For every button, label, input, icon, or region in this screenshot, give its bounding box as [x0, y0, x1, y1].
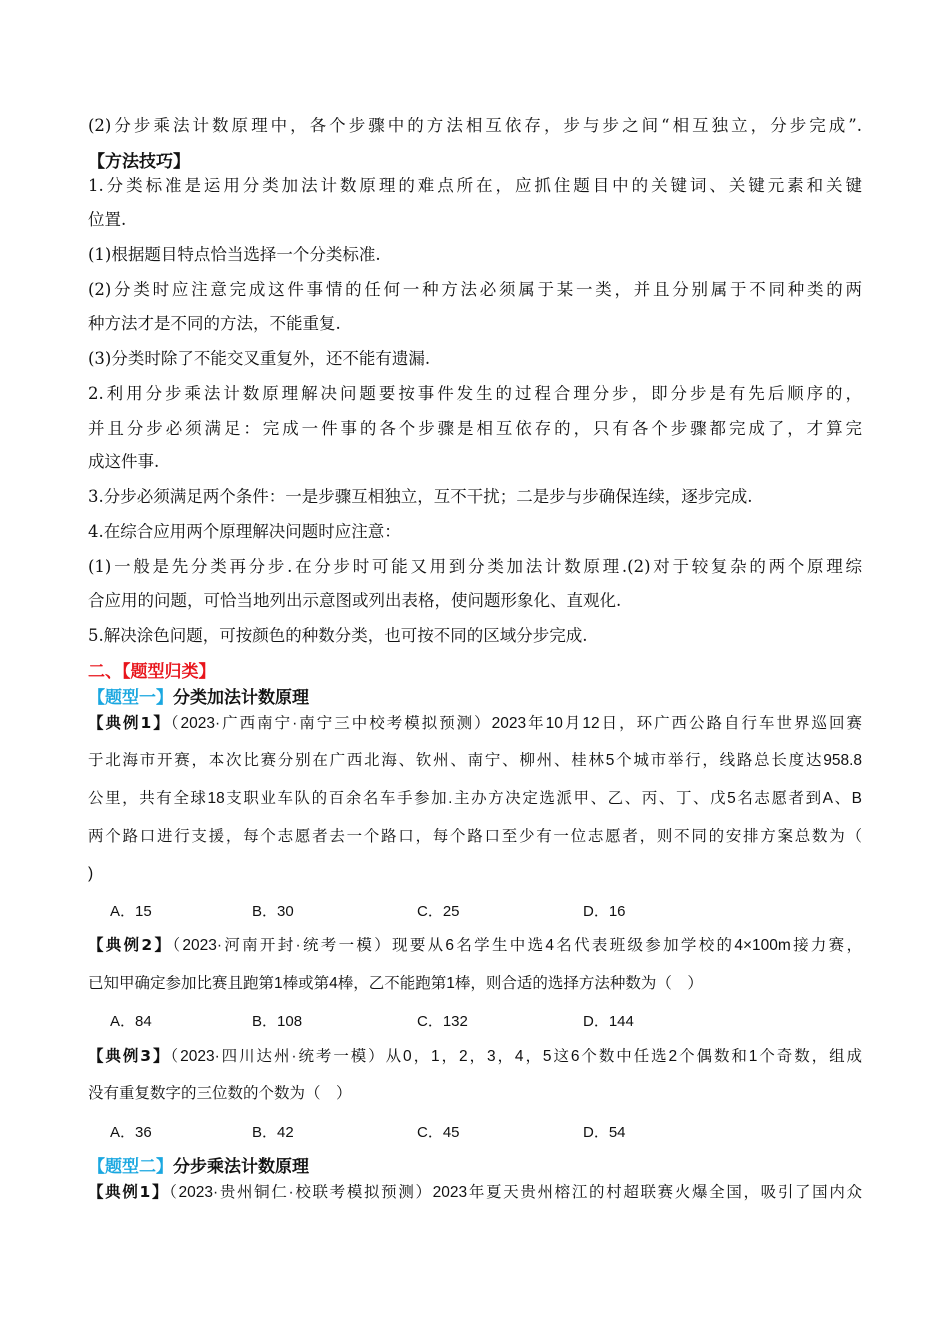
- option-a: A．36: [110, 1124, 152, 1141]
- text-line: 3.分步必须满足两个条件：一是步骤互相独立，互不干扰；二是步与步确保连续，逐步完成.: [88, 487, 753, 506]
- section-heading: 【方法技巧】: [88, 152, 190, 172]
- text-line: (1)一般是先分类再分步.在分步时可能又用到分类加法计数原理.(2)对于较复杂的两个原理综: [88, 557, 862, 576]
- option-b: B．30: [252, 903, 294, 920]
- option-a: A．15: [110, 903, 152, 920]
- type-tag: 【题型二】: [88, 1157, 173, 1177]
- option-c: C．25: [417, 903, 460, 920]
- text-line: 并且分步必须满足：完成一件事的各个步骤是相互依存的，只有各个步骤都完成了，才算完: [88, 419, 862, 438]
- option-d: D．54: [583, 1124, 626, 1141]
- example-text: （2023·贵州铜仁·校联考模拟预测）2023年夏天贵州榕江的村超联赛火爆全国，吸引了国内众: [169, 1184, 862, 1201]
- example-text: （2023·四川达州·统考一模）从0，1，2，3，4，5这6个数中任选2个偶数和1个奇数，组成: [170, 1048, 862, 1065]
- example-label: 【典例2】: [88, 936, 173, 954]
- text-line: 2.利用分步乘法计数原理解决问题要按事件发生的过程合理分步，即分步是有先后顺序的，: [88, 384, 862, 403]
- text-line: 于北海市开赛，本次比赛分别在广西北海、钦州、南宁、柳州、桂林5个城市举行，线路总长度达958.8: [88, 752, 862, 769]
- text-line: 没有重复数字的三位数的个数为（ ）: [88, 1085, 352, 1102]
- example-label: 【典例1】: [88, 714, 171, 732]
- text-line: ): [88, 865, 94, 882]
- option-d: D．144: [583, 1013, 634, 1030]
- example-text: （2023·广西南宁·南宁三中校考模拟预测）2023年10月12日，环广西公路自行车世界巡回赛: [170, 715, 862, 732]
- text-line: 5.解决涂色问题，可按颜色的种数分类，也可按不同的区域分步完成.: [88, 626, 588, 645]
- type-title: 分步乘法计数原理: [173, 1157, 309, 1177]
- type1-heading: [88, 687, 862, 709]
- option-d: D．16: [583, 903, 626, 920]
- example-label: 【典例1】: [88, 1183, 170, 1201]
- option-c: C．45: [417, 1124, 460, 1141]
- option-b: B．42: [252, 1124, 294, 1141]
- text-line: (1)根据题目特点恰当选择一个分类标准.: [88, 245, 381, 264]
- type-title: 分类加法计数原理: [173, 688, 309, 708]
- option-a: A．84: [110, 1013, 152, 1030]
- text-line: 两个路口进行支援，每个志愿者去一个路口，每个路口至少有一位志愿者，则不同的安排方案总数为（: [88, 828, 862, 845]
- text-line: 4.在综合应用两个原理解决问题时应注意：: [88, 522, 401, 541]
- example-text: （2023·河南开封·统考一模）现要从6名学生中选4名代表班级参加学校的4×100m接力赛，: [172, 937, 862, 954]
- example-1-line: [88, 712, 862, 735]
- type2-heading: [88, 1156, 862, 1178]
- section-title: 二、【题型归类】: [88, 662, 216, 682]
- text-line: (2)分类时应注意完成这件事情的任何一种方法必须属于某一类，并且分别属于不同种类的两: [88, 280, 862, 299]
- text-line: (3)分类时除了不能交叉重复外，还不能有遗漏.: [88, 349, 431, 368]
- text-line: 成这件事.: [88, 452, 160, 471]
- option-c: C．132: [417, 1013, 468, 1030]
- text-line: 1.分类标准是运用分类加法计数原理的难点所在，应抓住题目中的关键词、关键元素和关键: [88, 176, 862, 195]
- text-line: 位置.: [88, 210, 127, 229]
- text-line: 种方法才是不同的方法，不能重复.: [88, 314, 341, 333]
- example-3-line: [88, 1045, 862, 1068]
- example-2-line: [88, 934, 862, 957]
- example-1-line: [88, 1181, 862, 1204]
- example-label: 【典例3】: [88, 1047, 171, 1065]
- text-line: 公里，共有全球18支职业车队的百余名车手参加.主办方决定选派甲、乙、丙、丁、戊5名志愿者到A、B: [88, 790, 862, 807]
- text-line: (2)分步乘法计数原理中，各个步骤中的方法相互依存，步与步之间“相互独立，分步完成”.: [88, 116, 862, 135]
- text-line: 合应用的问题，可恰当地列出示意图或列出表格，使问题形象化、直观化.: [88, 591, 622, 610]
- text-line: 已知甲确定参加比赛且跑第1棒或第4棒，乙不能跑第1棒，则合适的选择方法种数为（ ）: [88, 975, 703, 992]
- option-b: B．108: [252, 1013, 303, 1030]
- type-tag: 【题型一】: [88, 688, 173, 708]
